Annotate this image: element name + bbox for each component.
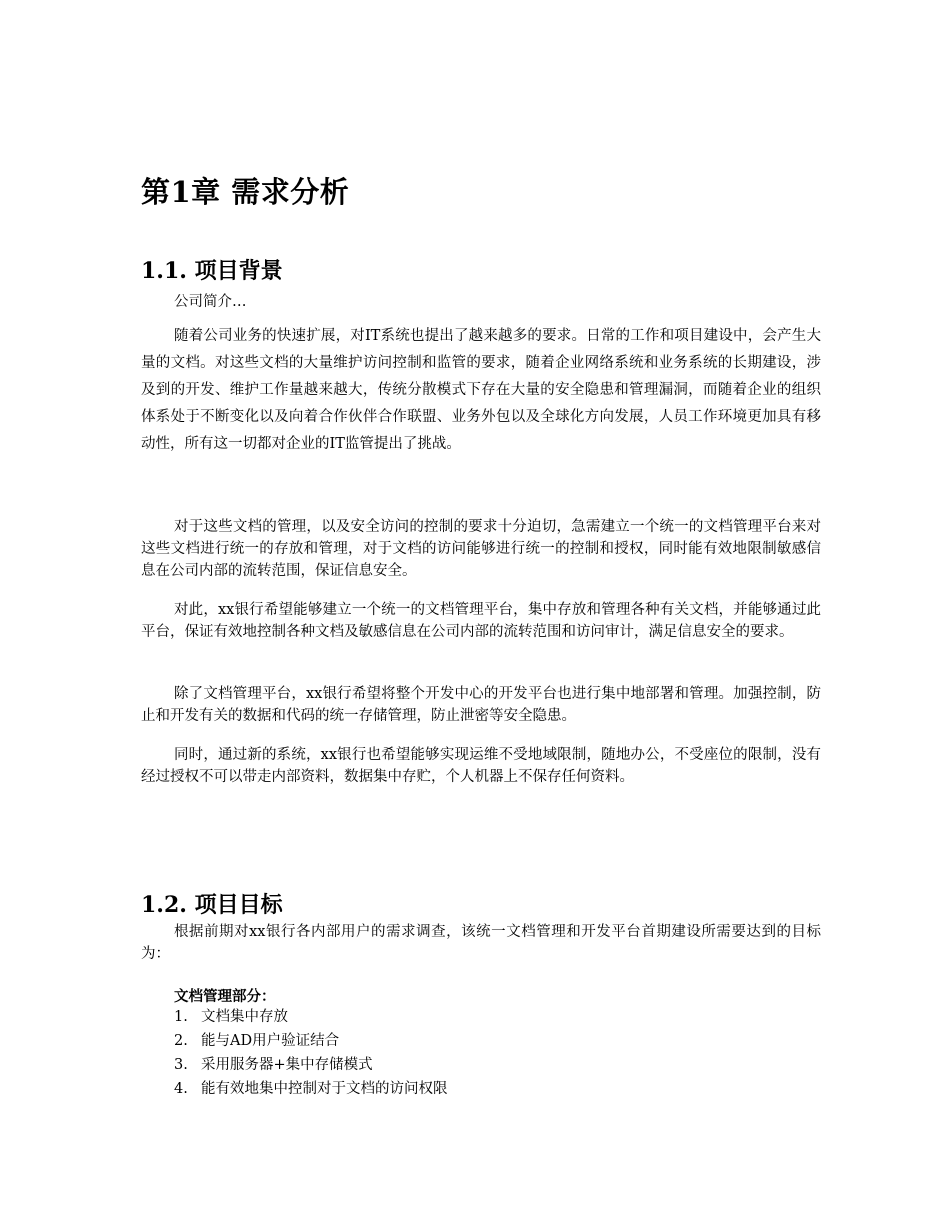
list-item: [174, 1005, 448, 1029]
chapter-title: 第1章 需求分析: [141, 175, 350, 209]
list-item-number: 4.: [174, 1081, 188, 1097]
section-title-goals: 1.2. 项目目标: [141, 892, 283, 918]
list-item: [174, 1053, 448, 1077]
background-paragraph-4: 除了文档管理平台，xx银行希望将整个开发中心的开发平台也进行集中地部署和管理。加强控制，防止和开发有关的数据和代码的统一存储管理，防止泄密等安全隐患。: [141, 686, 821, 724]
list-item-text: 能有效地集中控制对于文档的访问权限: [201, 1081, 448, 1097]
list-item-number: 3.: [174, 1057, 188, 1073]
section-title-background: 1.1. 项目背景: [141, 258, 283, 284]
background-paragraph-3: 对此，xx银行希望能够建立一个统一的文档管理平台，集中存放和管理各种有关文档，并能够通过此平台，保证有效地控制各种文档及敏感信息在公司内部的流转范围和访问审计，满足信息安全的要求。: [141, 602, 821, 640]
goals-paragraph: 根据前期对xx银行各内部用户的需求调查，该统一文档管理和开发平台首期建设所需要达到的目标为：: [141, 924, 821, 962]
list-item-text: 能与AD用户验证结合: [201, 1033, 340, 1049]
list-item: [174, 1029, 448, 1053]
background-paragraph-2: 对于这些文档的管理，以及安全访问的控制的要求十分迫切，急需建立一个统一的文档管理平台来对这些文档进行统一的存放和管理，对于文档的访问能够进行统一的控制和授权，同时能有效地限制敏感信息在公司内部的流转范围，保证信息安全。: [141, 519, 821, 579]
list-item-text: 文档集中存放: [201, 1009, 288, 1025]
list-item: [174, 1077, 448, 1101]
background-paragraph-5: 同时，通过新的系统，xx银行也希望能够实现运维不受地域限制，随地办公，不受座位的限制，没有经过授权不可以带走内部资料，数据集中存贮，个人机器上不保存任何资料。: [141, 747, 821, 785]
company-intro: 公司简介…: [174, 294, 247, 310]
list-item-number: 1.: [174, 1009, 188, 1025]
goals-list: [174, 1005, 448, 1101]
list-item-number: 2.: [174, 1033, 188, 1049]
background-paragraph-1: 随着公司业务的快速扩展，对IT系统也提出了越来越多的要求。日常的工作和项目建设中，会产生大量的文档。对这些文档的大量维护访问控制和监管的要求，随着企业网络系统和业务系统的长期建设，涉及到的开发、维护工作量越来越大，传统分散模式下存在大量的安全隐患和管理漏洞，而随着企业的组织体系处于不断变化以及向着合作伙伴合作联盟、业务外包以及全球化方向发展，人员工作环境更加具有移动性，所有这一切都对企业的IT监管提出了挑战。: [141, 328, 821, 452]
document-management-subheading: 文档管理部分：: [174, 988, 276, 1005]
list-item-text: 采用服务器+集中存储模式: [201, 1057, 373, 1073]
